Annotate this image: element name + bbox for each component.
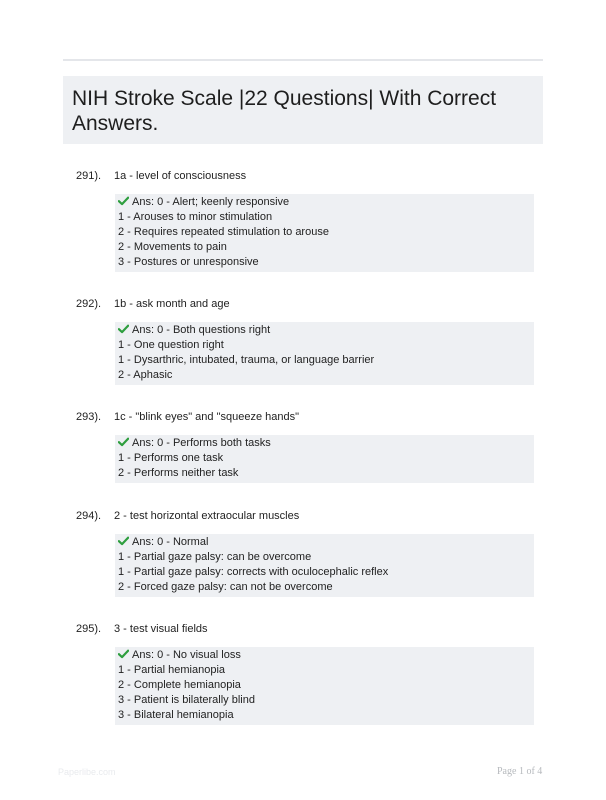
option-item: 3 - Bilateral hemianopia xyxy=(118,709,234,721)
option-item: 2 - Requires repeated stimulation to arouse xyxy=(118,226,329,238)
correct-answer xyxy=(118,648,534,663)
option-item: 2 - Complete hemianopia xyxy=(118,679,241,691)
correct-answer xyxy=(118,436,534,451)
answer-text: Ans: 0 - Both questions right xyxy=(132,324,271,336)
option-item: 1 - Performs one task xyxy=(118,452,224,464)
page-number: Page 1 of 4 xyxy=(497,766,543,777)
page-title: NIH Stroke Scale |22 Questions| With Correct Answers. xyxy=(72,87,497,135)
checkmark-icon xyxy=(118,196,129,206)
correct-answer xyxy=(118,323,534,338)
question-text: 1a - level of consciousness xyxy=(114,170,247,182)
option-item: 2 - Aphasic xyxy=(118,369,173,381)
answer-options xyxy=(115,534,534,597)
checkmark-icon xyxy=(118,437,129,447)
option-item: 2 - Movements to pain xyxy=(118,241,227,253)
option-item: 1 - Partial gaze palsy: corrects with oculocephalic reflex xyxy=(118,566,389,578)
option-item: 3 - Postures or unresponsive xyxy=(118,256,259,268)
checkmark-icon xyxy=(118,536,129,546)
option-item: 1 - Dysarthric, intubated, trauma, or language barrier xyxy=(118,354,375,366)
answer-text: Ans: 0 - No visual loss xyxy=(132,649,241,661)
checkmark-icon xyxy=(118,324,129,334)
question-number: 295). xyxy=(76,623,102,635)
question-text: 2 - test horizontal extraocular muscles xyxy=(114,510,300,522)
answer-options xyxy=(115,322,534,385)
checkmark-icon xyxy=(118,649,129,659)
option-item: 1 - One question right xyxy=(118,339,224,351)
option-item: 1 - Arouses to minor stimulation xyxy=(118,211,273,223)
correct-answer xyxy=(118,195,534,210)
option-item: 2 - Performs neither task xyxy=(118,467,239,479)
answer-options xyxy=(115,435,534,483)
answer-text: Ans: 0 - Normal xyxy=(132,536,209,548)
footer-watermark: Paperlibe.com xyxy=(58,767,116,777)
option-item: 2 - Forced gaze palsy: can not be overcome xyxy=(118,581,333,593)
option-item: 1 - Partial gaze palsy: can be overcome xyxy=(118,551,312,563)
title-banner xyxy=(63,76,543,144)
option-item: 3 - Patient is bilaterally blind xyxy=(118,694,255,706)
question-text: 1b - ask month and age xyxy=(114,298,230,310)
answer-options xyxy=(115,194,534,272)
option-item: 1 - Partial hemianopia xyxy=(118,664,226,676)
answer-text: Ans: 0 - Alert; keenly responsive xyxy=(132,196,290,208)
question-number: 291). xyxy=(76,170,102,182)
question-text: 1c - "blink eyes" and "squeeze hands" xyxy=(114,411,300,423)
question-number: 292). xyxy=(76,298,102,310)
question-text: 3 - test visual fields xyxy=(114,623,208,635)
question-number: 294). xyxy=(76,510,102,522)
correct-answer xyxy=(118,535,534,550)
answer-text: Ans: 0 - Performs both tasks xyxy=(132,437,271,449)
question-number: 293). xyxy=(76,411,102,423)
top-divider xyxy=(63,59,543,61)
answer-options xyxy=(115,647,534,725)
